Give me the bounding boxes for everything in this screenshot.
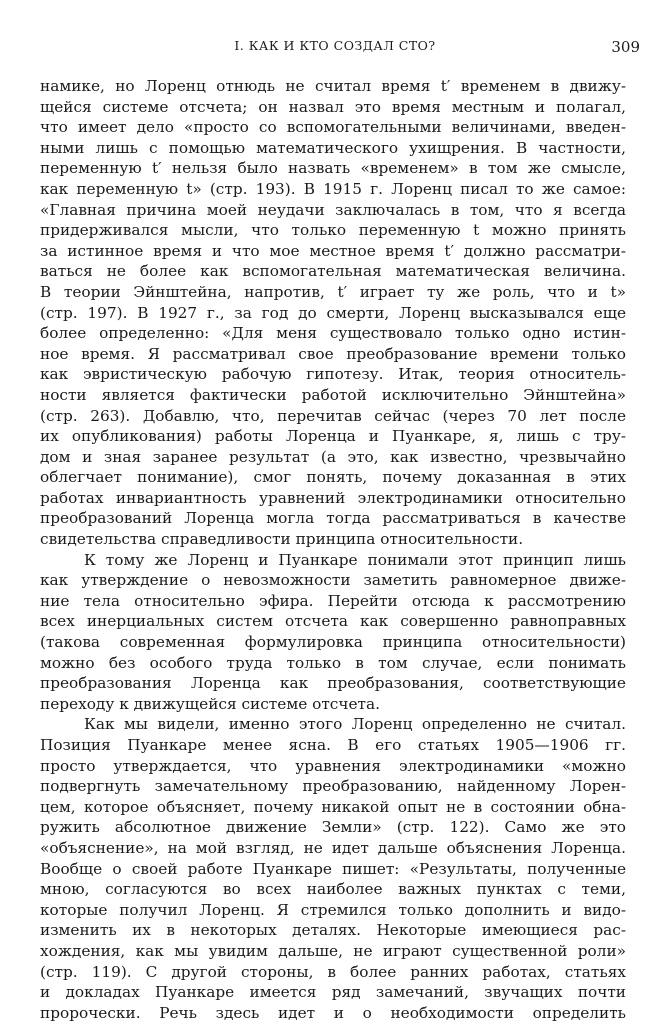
text-line: цем, которое объясняет, почему никакой опыт не в состоянии обна- [40,797,626,816]
text-line: переменную t′ нельзя было назвать «временем» в том же смысле, [40,159,626,178]
text-line: преобразования Лоренца как преобразования, соответствующие [40,674,626,693]
text-line: ными лишь с помощью математического ухищрения. В частности, [40,138,626,157]
text-line: за истинное время и что мое местное время t′ должно рассматри- [40,241,626,260]
text-line: просто утверждается, что уравнения электродинамики «можно [40,756,626,775]
text-line: преобразований Лоренца могла тогда рассматриваться в качестве [40,509,626,528]
text-line: всех инерциальных систем отсчета как совершенно равноправных [40,612,626,631]
text-line: ружить абсолютное движение Земли» (стр. 122). Само же это [40,818,626,837]
text-line: и докладах Пуанкаре имеется ряд замечаний, звучащих почти [40,983,626,1002]
text-line: как утверждение о невозможности заметить равномерное движе- [40,571,626,590]
page-number: 309 [611,38,640,56]
text-line: пророчески. Речь здесь идет и о необходимости определить [40,1003,626,1022]
text-line: которые получил Лоренц. Я стремился только дополнить и видо- [40,900,626,919]
text-line: (стр. 119). С другой стороны, в более ранних работах, статьях [40,962,626,981]
text-line: «объяснение», на мой взгляд, не идет дальше объяснения Лоренца. [40,838,626,857]
body-text [40,76,626,1023]
text-line: подвергнуть замечательному преобразованию, найденному Лорен- [40,777,626,796]
text-line: мною, согласуются во всех наиболее важных пунктах с теми, [40,880,626,899]
text-line: дом и зная заранее результат (а это, как известно, чрезвычайно [40,447,626,466]
text-line: более определенно: «Для меня существовало только одно истин- [40,324,626,343]
text-line: Позиция Пуанкаре менее ясна. В его статьях 1905—1906 гг. [40,736,626,754]
paragraph [40,76,626,550]
text-line: Как мы видели, именно этого Лоренц определенно не считал. [84,715,626,734]
text-line: можно без особого труда только в том случае, если понимать [40,653,626,672]
text-line: ности является фактически работой исключительно Эйнштейна» [40,385,626,404]
text-line: облегчает понимание), смог понять, почему доказанная в этих [40,468,626,487]
text-line: изменить их в некоторых деталях. Некоторые имеющиеся рас- [40,921,626,940]
running-title: I. КАК И КТО СОЗДАЛ СТО? [234,38,436,53]
text-line: К тому же Лоренц и Пуанкаре понимали этот принцип лишь [84,550,626,569]
text-line: щейся системе отсчета; он назвал это время местным и полагал, [40,97,626,116]
text-line: их опубликования) работы Лоренца и Пуанкаре, я, лишь с тру- [40,427,626,446]
text-line: ное время. Я рассматривал свое преобразование времени только [40,344,626,363]
text-line: (стр. 263). Добавлю, что, перечитав сейчас (через 70 лет после [40,406,626,425]
paragraph [40,714,626,1023]
text-line: В теории Эйнштейна, напротив, t′ играет ту же роль, что и t» [40,282,626,301]
text-line: как эвристическую рабочую гипотезу. Итак, теория относитель- [40,365,626,384]
text-line: что имеет дело «просто со вспомогательными величинами, введен- [40,118,626,137]
text-line: переходу к движущейся системе отсчета. [40,694,380,713]
text-line: свидетельства справедливости принципа относительности. [40,530,524,549]
text-line: (стр. 197). В 1927 г., за год до смерти, Лоренц высказывался еще [40,303,626,322]
text-line: ваться не более как вспомогательная математическая величина. [40,262,626,281]
text-line: ние тела относительно эфира. Перейти отсюда к рассмотрению [40,591,626,610]
text-line: как переменную t» (стр. 193). В 1915 г. Лоренц писал то же самое: [40,179,626,198]
text-line: Вообще о своей работе Пуанкаре пишет: «Результаты, полученные [40,859,626,878]
running-head [30,38,640,60]
text-line: «Главная причина моей неудачи заключалась в том, что я всегда [40,200,626,219]
text-line: (такова современная формулировка принципа относительности) [40,633,626,652]
text-line: хождения, как мы увидим дальше, не играют существенной роли» [40,941,626,960]
paragraph [40,550,626,715]
text-line: намике, но Лоренц отнюдь не считал время t′ временем в движу- [40,77,626,95]
text-line: придерживался мысли, что только переменную t можно принять [40,221,626,240]
text-line: работах инвариантность уравнений электродинамики относительно [40,488,626,507]
